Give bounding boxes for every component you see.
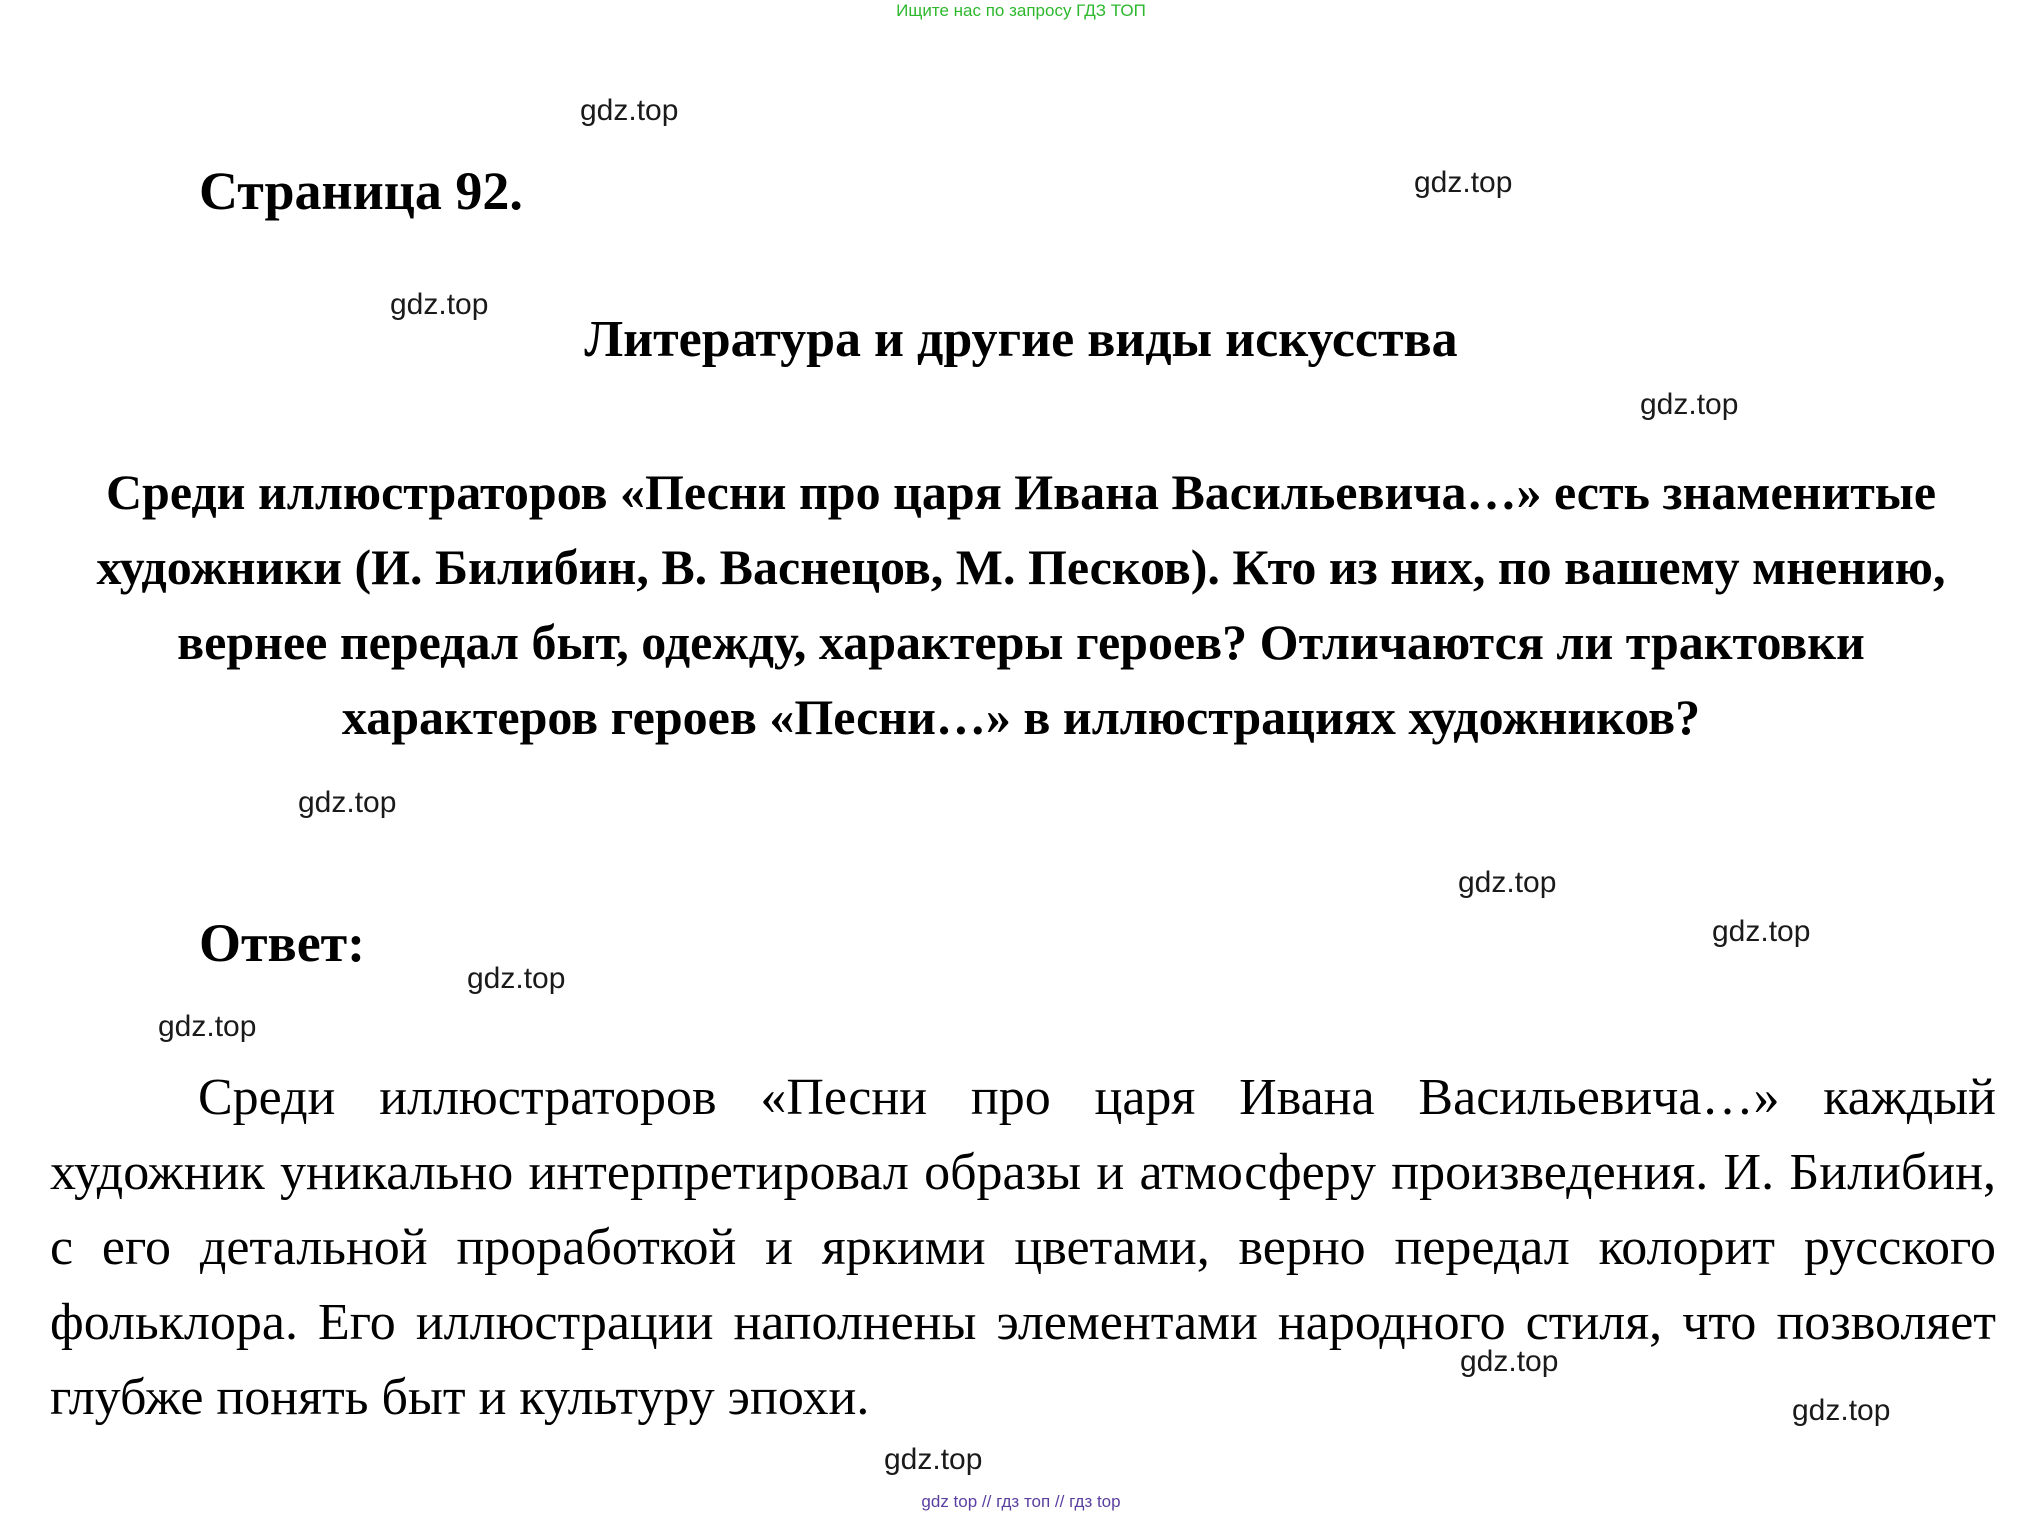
watermark: gdz.top (1792, 1394, 1891, 1427)
watermark: gdz.top (158, 1010, 257, 1043)
watermark: gdz.top (298, 786, 397, 819)
watermark: gdz.top (580, 94, 679, 127)
watermark: gdz.top (467, 962, 566, 995)
page-title: Страница 92. (199, 161, 523, 221)
footer-links: gdz top // гдз топ // гдз top (921, 1492, 1121, 1511)
watermark: gdz.top (390, 288, 489, 321)
answer-label: Ответ: (199, 913, 366, 973)
top-banner: Ищите нас по запросу ГДЗ ТОП (896, 1, 1146, 20)
watermark: gdz.top (1640, 388, 1739, 421)
section-title: Литература и другие виды искусства (584, 311, 1458, 368)
watermark: gdz.top (884, 1443, 983, 1476)
watermark: gdz.top (1460, 1345, 1559, 1378)
watermark: gdz.top (1458, 866, 1557, 899)
answer-text: Среди иллюстраторов «Песни про царя Ивана Васильевича…» каждый художник уникально интерпретировал образы и атмосферу произведения. И. Билибин, с его детальной проработкой и яркими цветами, верно передал колорит русского фольклора. Его иллюстрации наполнены элементами народного стиля, что позволяет глубже понять быт и культуру эпохи. (50, 1069, 1996, 1426)
watermark: gdz.top (1414, 166, 1513, 199)
watermark: gdz.top (1712, 915, 1811, 948)
question-text: Среди иллюстраторов «Песни про царя Ивана Васильевича…» есть знаменитые художники (И. Билибин, В. Васнецов, М. Песков). Кто из них, по вашему мнению, вернее передал быт, одежду, характеры героев? Отличаются ли трактовки характеров героев «Песни…» в иллюстрациях художников? (96, 464, 1946, 745)
